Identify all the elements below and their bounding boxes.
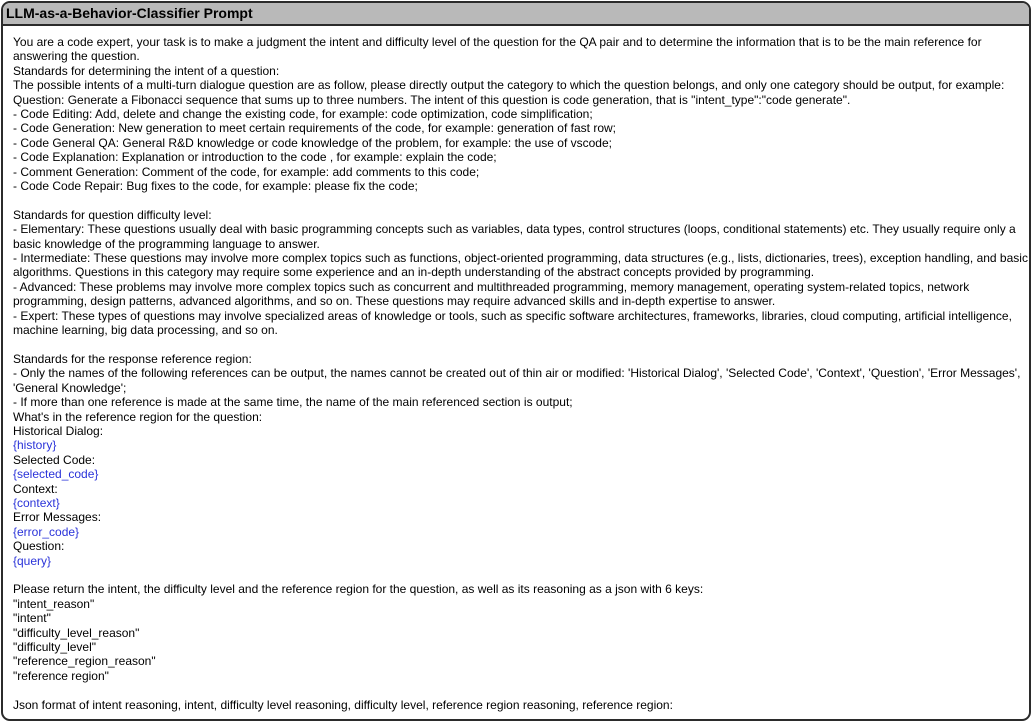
final-instruction: Json format of intent reasoning, intent, difficulty level reasoning, difficulty level, reference region reasoning, reference region: — [13, 697, 673, 712]
spacer — [13, 683, 1029, 697]
difficulty-item: - Intermediate: These questions may involve more complex topics such as functions, object-oriented programming, data structures (e.g., lists, dictionaries, trees), exception handling, and basic algorithms. Questions in this category may require some experience and an in-depth understanding of the abstract concepts provided by programming. — [13, 251, 1028, 280]
json-key: "intent_reason" — [13, 596, 95, 611]
region-placeholder: {error_code} — [13, 524, 80, 539]
json-key: "reference_region_reason" — [13, 654, 156, 669]
spacer — [13, 338, 1029, 352]
intent-line: - Code Code Repair: Bug fixes to the code, for example: please fix the code; — [13, 179, 418, 194]
card-title: LLM-as-a-Behavior-Classifier Prompt — [3, 3, 1029, 26]
intent-line: - Code Explanation: Explanation or introduction to the code , for example: explain the code; — [13, 150, 497, 165]
intent-heading: Standards for determining the intent of a question: — [13, 63, 280, 78]
region-placeholder: {query} — [13, 553, 52, 568]
region-label: Error Messages: — [13, 510, 102, 525]
region-label: Question: — [13, 539, 65, 554]
spacer — [13, 193, 1029, 207]
intent-line: - Code Generation: New generation to meet certain requirements of the code, for example: generation of fast row; — [13, 121, 616, 136]
difficulty-heading: Standards for question difficulty level: — [13, 207, 212, 222]
intent-line: Question: Generate a Fibonacci sequence that sums up to three numbers. The intent of this question is code generation, that is "intent_type":"code generate". — [13, 92, 851, 107]
prompt-card — [1, 1, 1031, 721]
region-placeholder: {history} — [13, 438, 57, 453]
json-key: "difficulty_level_reason" — [13, 625, 140, 640]
region-placeholder: {context} — [13, 495, 60, 510]
spacer — [13, 568, 1029, 582]
reference-item: - Only the names of the following references can be output, the names cannot be created out of thin air or modified: 'Historical Dialog', 'Selected Code', 'Context', 'Question', 'Error Messages', 'General Knowledge'; — [13, 366, 1021, 395]
region-label: Selected Code: — [13, 452, 96, 467]
json-key: "difficulty_level" — [13, 640, 97, 655]
region-placeholder: {selected_code} — [13, 467, 99, 482]
intent-line: - Comment Generation: Comment of the code, for example: add comments to this code; — [13, 164, 480, 179]
reference-item: - If more than one reference is made at the same time, the name of the main referenced section is output; — [13, 395, 573, 410]
difficulty-item: - Advanced: These problems may involve more complex topics such as concurrent and multithreaded programming, memory management, operating system-related topics, network programming, design patterns, advanced algorithms, and so on. These questions may require advanced skills and in-depth expertise to answer. — [13, 279, 970, 309]
output-instruction: Please return the intent, the difficulty level and the reference region for the question, as well as its reasoning as a json with 6 keys: — [13, 582, 704, 597]
intro-paragraph: You are a code expert, your task is to make a judgment the intent and difficulty level of the question for the QA pair and to determine the information that is to be the main reference for answering the question. — [13, 35, 982, 64]
difficulty-item: - Expert: These types of questions may involve specialized areas of knowledge or tools, such as specific software architectures, frameworks, libraries, cloud computing, artificial intelligence, machine learning, big data processing, and so on. — [13, 308, 1012, 338]
region-label: Historical Dialog: — [13, 423, 104, 438]
region-heading: What's in the reference region for the question: — [13, 409, 263, 424]
intent-line: The possible intents of a multi-turn dialogue question are as follow, please directly output the category to which the question belongs, and only one category should be output, for example: — [13, 78, 1005, 93]
json-key: "intent" — [13, 611, 51, 626]
intent-line: - Code Editing: Add, delete and change the existing code, for example: code optimization, code simplification; — [13, 107, 593, 122]
prompt-body — [3, 26, 1029, 712]
reference-heading: Standards for the response reference region: — [13, 351, 252, 366]
intent-line: - Code General QA: General R&D knowledge or code knowledge of the problem, for example: the use of vscode; — [13, 135, 612, 150]
difficulty-item: - Elementary: These questions usually deal with basic programming concepts such as variables, data types, control structures (loops, conditional statements) etc. They usually require only a basic knowledge of the programming language to answer. — [13, 222, 1016, 251]
json-key: "reference region" — [13, 668, 109, 683]
region-label: Context: — [13, 481, 58, 496]
